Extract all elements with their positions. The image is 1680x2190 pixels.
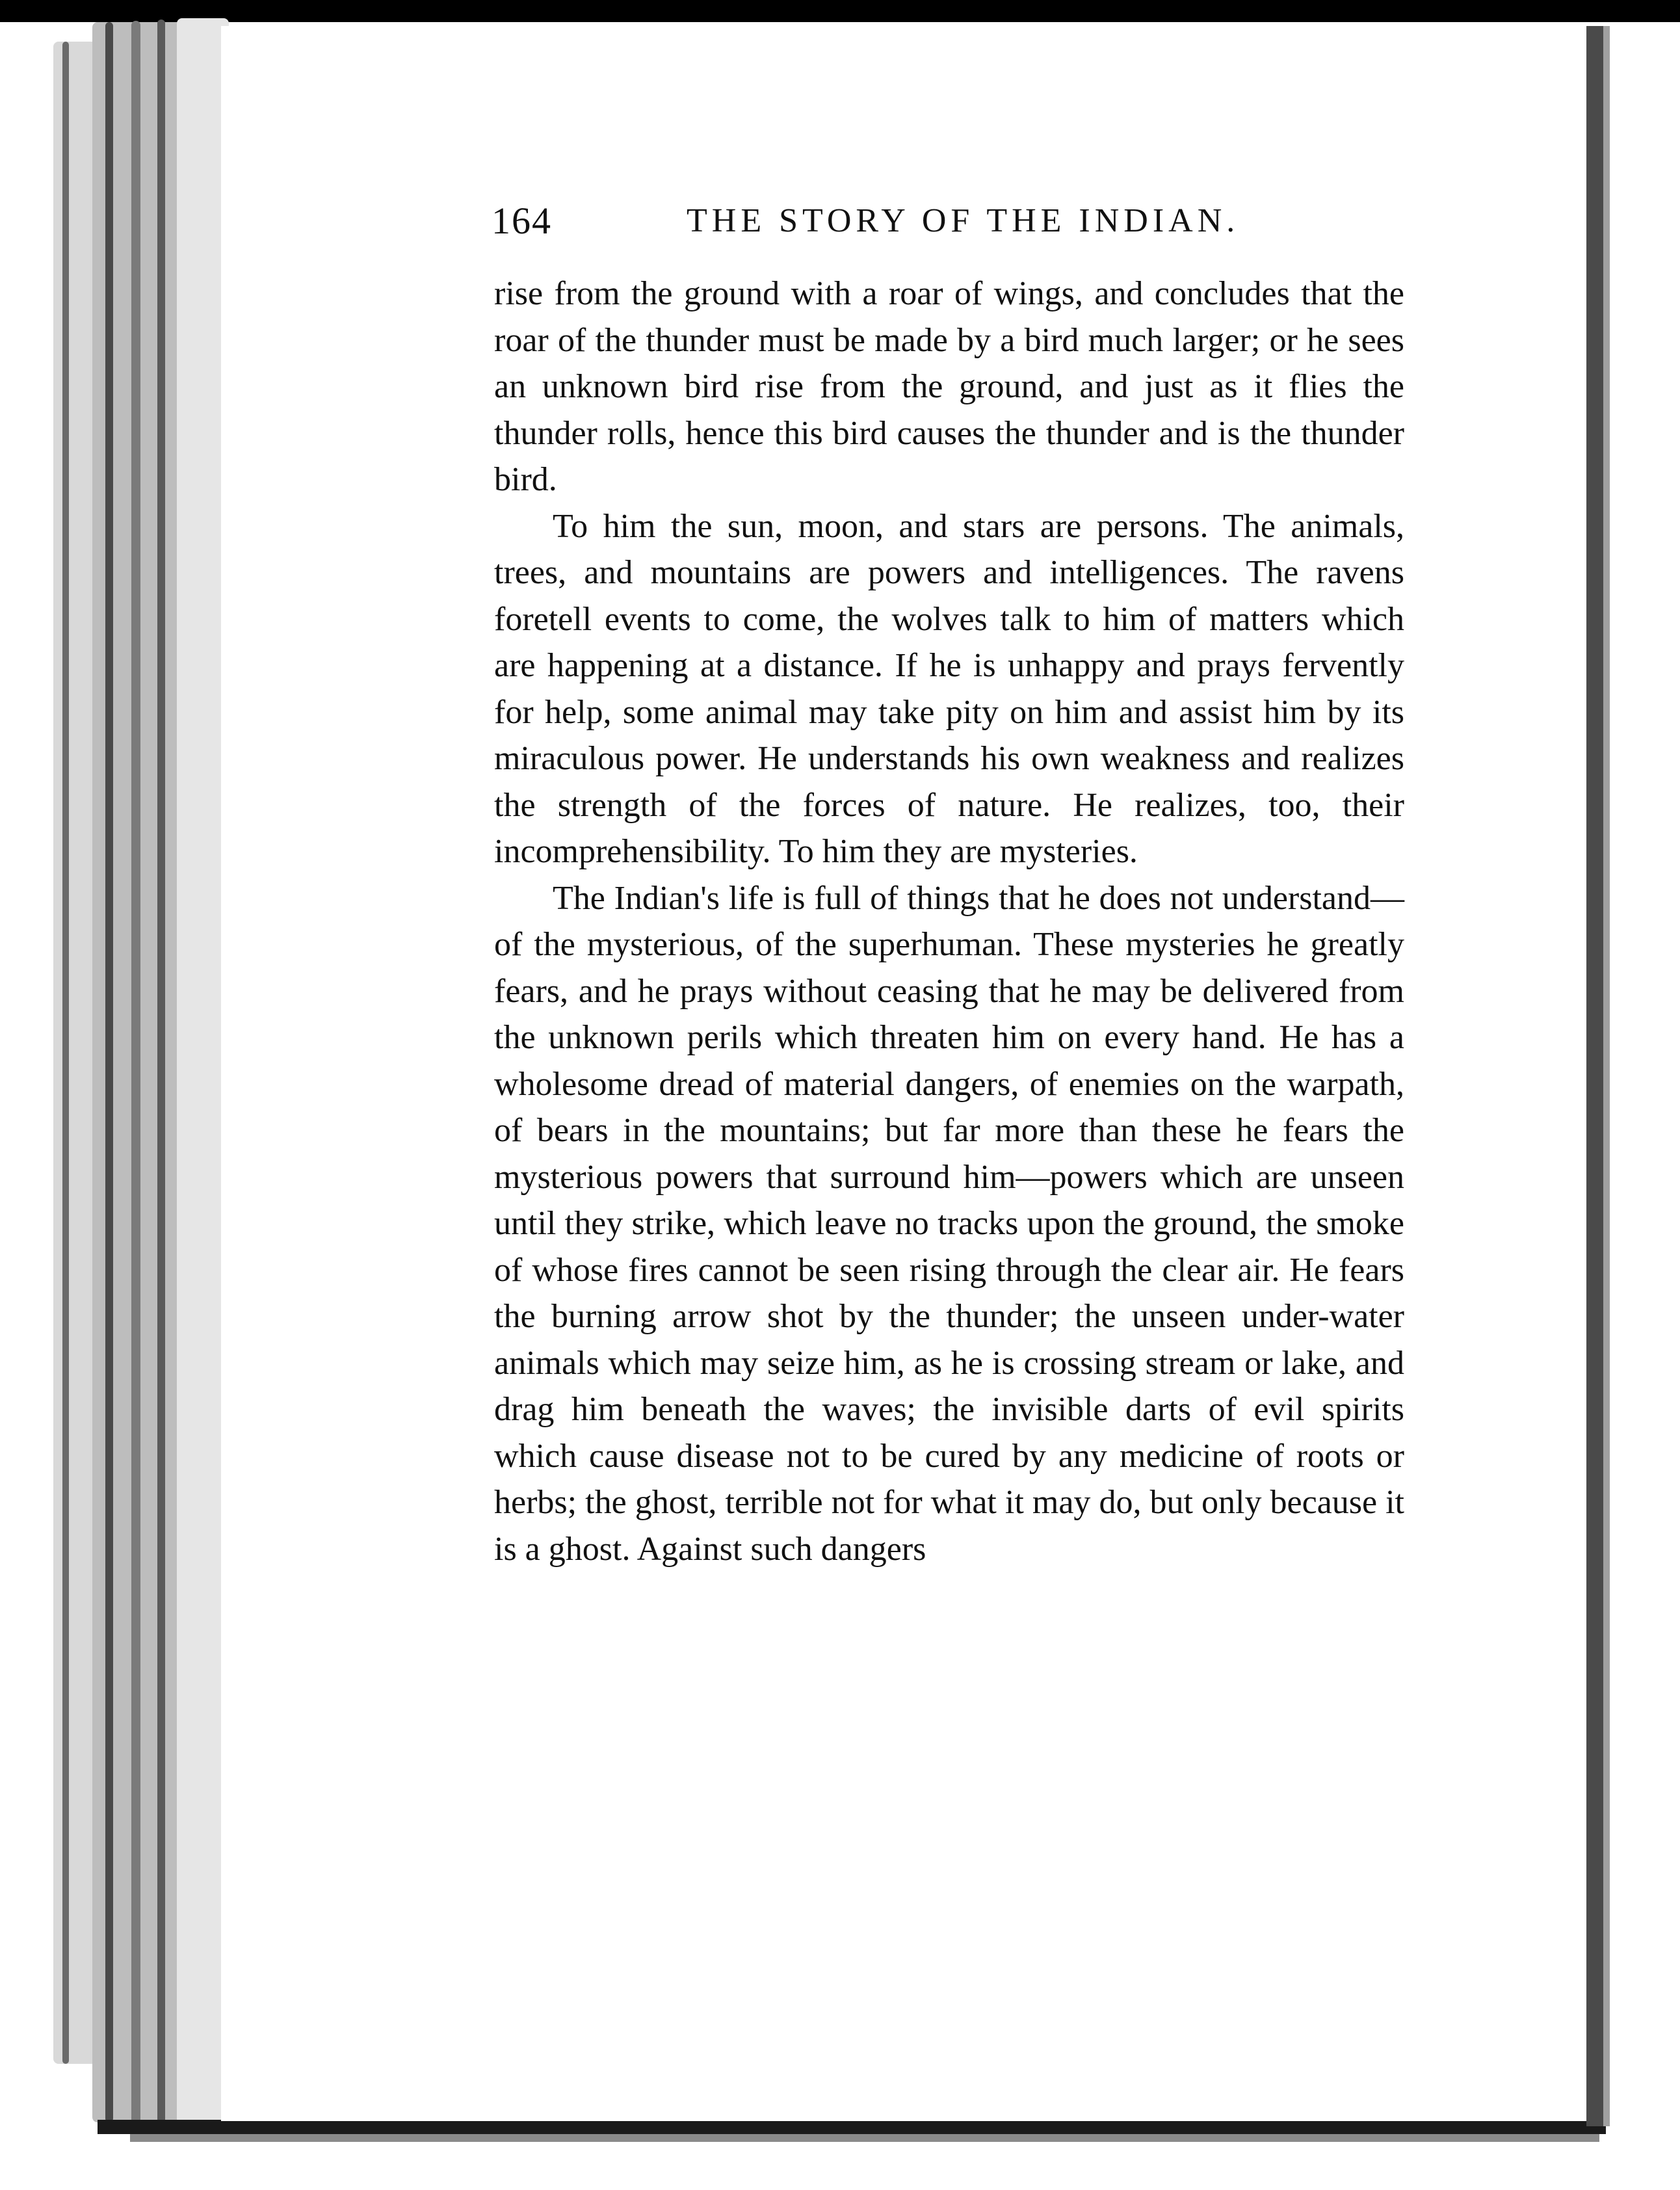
paragraph: rise from the ground with a roar of wings, and concludes that the roar of the thunder must be made by a bird much larger; or he sees an unknown bird rise from the ground, and just as it flies the thunder rolls, hence this bird causes the thunder and is the thunder bird. bbox=[494, 275, 1404, 498]
body-text bbox=[494, 270, 1404, 1572]
paragraph: The Indian's life is full of things that he does not understand—of the mysterious, of the superhuman. These mysteries he greatly fears, and he prays without ceasing that he may be delivered from the unknown perils which threaten him on every hand. He has a wholesome dread of material dangers, of enemies on the warpath, of bears in the mountains; but far more than these he fears the mysterious powers that surround him—powers which are unseen until they strike, which leave no tracks upon the ground, the smoke of whose fires cannot be seen rising through the clear air. He fears the burning arrow shot by the thunder; the unseen under-water animals which may seize him, as he is crossing stream or lake, and drag him beneath the waves; the invisible darts of evil spirits which cause disease not to be cured by any medicine of roots or herbs; the ghost, terrible not for what it may do, but only because it is a ghost. Against such dangers bbox=[494, 879, 1404, 1568]
paragraph: To him the sun, moon, and stars are persons. The animals, trees, and mountains are powers and intelligences. The ravens foretell events to come, the wolves talk to him of matters which are happening at a distance. If he is unhappy and prays fervently for help, some animal may take pity on him and assist him by its miraculous power. He understands his own weakness and realizes the strength of the forces of nature. He realizes, too, their incomprehensibility. To him they are mysteries. bbox=[494, 507, 1404, 870]
page-gutter-shadow bbox=[1586, 26, 1603, 2126]
page-edge bbox=[157, 20, 165, 2135]
running-title: THE STORY OF THE INDIAN. bbox=[687, 202, 1240, 239]
book-page-edges bbox=[53, 16, 229, 2161]
page-header bbox=[492, 195, 1406, 247]
page-edge bbox=[131, 21, 140, 2129]
page-number: 164 bbox=[492, 200, 552, 242]
page-edge bbox=[62, 42, 69, 2064]
page-gutter-edge bbox=[1603, 26, 1610, 2126]
book-bottom-edge-shadow bbox=[130, 2134, 1599, 2142]
book-bottom-edge bbox=[98, 2120, 1606, 2134]
scan-top-border bbox=[0, 0, 1680, 22]
page-edge bbox=[105, 22, 113, 2122]
